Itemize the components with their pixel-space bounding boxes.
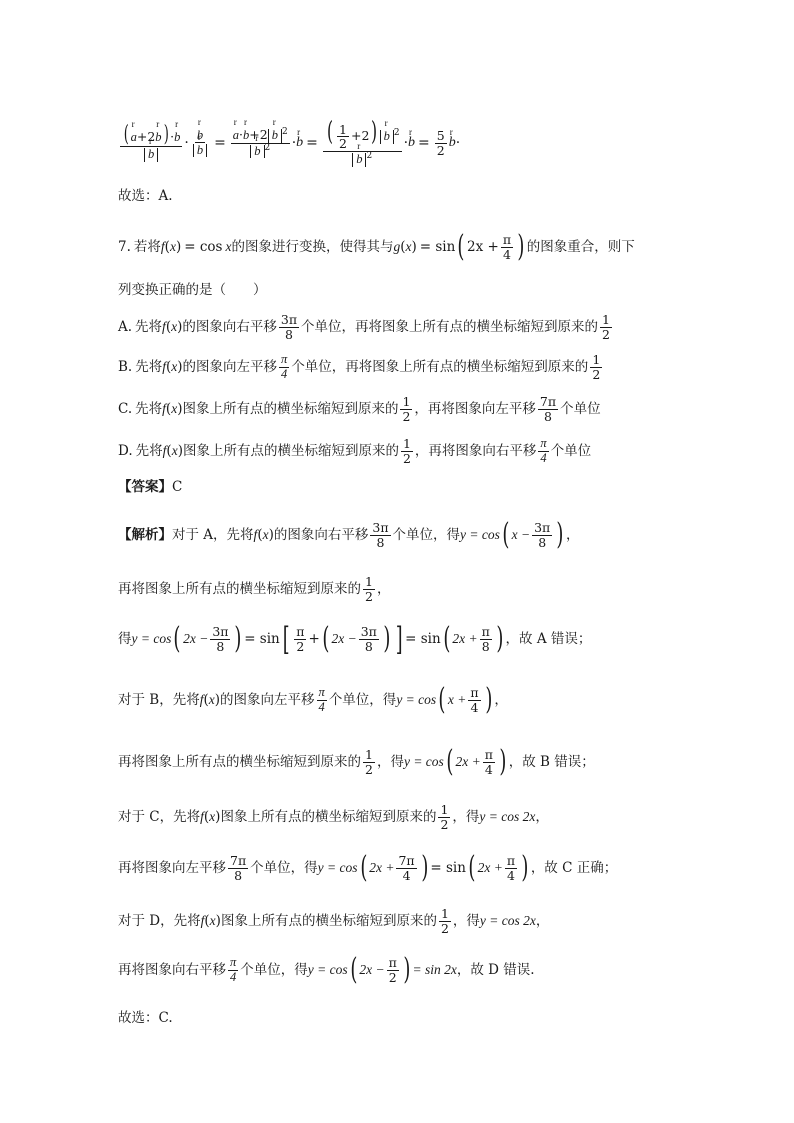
- q7-stem-line2: 列变换正确的是（ ）: [118, 282, 267, 298]
- formula-frac-4: ( $\frac{1}{2}$ +2)r b $^2$ r b $^2$: [323, 119, 402, 166]
- analysis-line-8: 对于 D，先将 f ( x ) 图象上所有点的横坐标缩短到原来的 $\frac{1}{2}$ ，得 y = cos 2x ，: [118, 906, 550, 936]
- analysis-line-1: 【解析】 对于 A，先将 f ( x ) 的图象向右平移 $\frac{3\pi}{8}$ 个单位，得 y = cos ( x − $\frac{3\pi}{8}$ ) ，: [118, 517, 580, 552]
- analysis-line-6: 对于 C，先将 f ( x ) 图象上所有点的横坐标缩短到原来的 $\frac{1}{2}$ ，得 y = cos 2x ，: [118, 802, 549, 832]
- analysis-line-9: 再将图象向右平移 $\frac{\pi}{4}$ 个单位，得 y = cos ( 2x − $\frac{\pi}{2}$ ) = sin 2x ，故 D 错误.: [118, 952, 535, 987]
- analysis-line-2: 再将图象上所有点的横坐标缩短到原来的 $\frac{1}{2}$ ，: [118, 574, 391, 604]
- answer-line: 【答案】 C: [118, 479, 183, 495]
- q7-option-c: C. 先将 f ( x ) 图象上所有点的横坐标缩短到原来的 $\frac{1}{2}$ ，再将图象向左平移 $\frac{7\pi}{8}$ 个单位: [118, 394, 601, 424]
- q7-option-a: A. 先将 f ( x ) 的图象向右平移 $\frac{3\pi}{8}$ 个单位，再将图象上所有点的横坐标缩短到原来的 $\frac{1}{2}$: [118, 312, 610, 342]
- formula-frac-2: r b r b: [191, 129, 209, 158]
- q7-option-b: B. 先将 f ( x ) 的图象向左平移 $\frac{\pi}{4}$ 个单位，再将图象上所有点的横坐标缩短到原来的 $\frac{1}{2}$: [118, 352, 601, 382]
- analysis-line-4: 对于 B，先将 f ( x ) 的图象向左平移 $\frac{\pi}{4}$ 个单位，得 y = cos ( x + $\frac{\pi}{4}$ ) ，: [118, 682, 508, 717]
- q6-answer: 故选：A.: [118, 188, 173, 204]
- formula-top: (r a+2r b) ·r b r b · r b r b = r a·r b+2r b $^2$ r b $^2$ · r b = ( $\frac{1}{2}$ +2)r b $^2$ r b $^2$ · r b = $\frac{5}{2}$ r b ·: [118, 110, 734, 176]
- formula-frac-1: (r a+2r b) ·r b r b: [120, 124, 182, 162]
- final-answer: 故选：C.: [118, 1010, 173, 1026]
- analysis-line-5: 再将图象上所有点的横坐标缩短到原来的 $\frac{1}{2}$ ，得 y = cos ( 2x + $\frac{\pi}{4}$ ) ，故 B 错误；: [118, 744, 595, 779]
- q7-option-d: D. 先将 f ( x ) 图象上所有点的横坐标缩短到原来的 $\frac{1}{2}$ ，再将图象向右平移 $\frac{\pi}{4}$ 个单位: [118, 436, 592, 466]
- formula-frac-3: r a·r b+2r b $^2$ r b $^2$: [231, 128, 290, 159]
- analysis-line-3: 得 y = cos ( 2x − $\frac{3\pi}{8}$ ) = sin [ $\frac{\pi}{2}$ + ( 2x − $\frac{3\pi}{8}$ ) ] = sin ( 2x + $\frac{\pi}{8}$ ) ，故 A 错误；: [118, 620, 592, 658]
- q7-stem-line1: 7. 若将 f ( x ) = cos x 的图象进行变换，使得其与 g ( x ) = sin ( 2x + $\frac{\pi}{4}$ ) 的图象重合，则下: [118, 229, 635, 264]
- analysis-line-7: 再将图象向左平移 $\frac{7\pi}{8}$ 个单位，得 y = cos ( 2x + $\frac{7\pi}{4}$ ) = sin ( 2x + $\frac{\pi}{4}$ ) ，故 C 正确；: [118, 850, 618, 885]
- formula-frac-5: $\frac{5}{2}$: [436, 128, 445, 158]
